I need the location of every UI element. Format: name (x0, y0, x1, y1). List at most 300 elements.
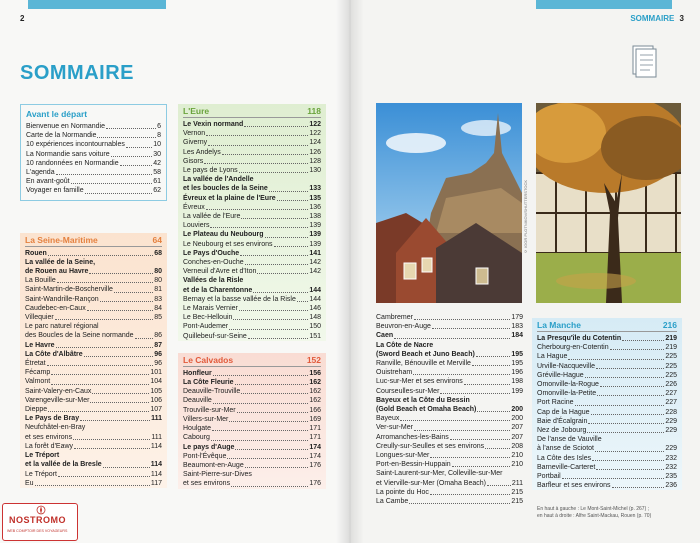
dot-leader (74, 448, 150, 449)
dot-leader (476, 356, 511, 357)
dot-leader (592, 460, 664, 461)
toc-entry-title: L'agenda (26, 169, 55, 177)
toc-entry-page: 176 (309, 480, 321, 488)
dot-leader (56, 347, 154, 348)
toc-entry (376, 497, 523, 506)
toc-entry-page: 106 (150, 396, 162, 404)
toc-entry-title: Étretat (25, 360, 46, 368)
toc-entry-page: 42 (153, 159, 161, 167)
dot-leader (596, 469, 664, 470)
toc-entry-page: 136 (309, 203, 321, 211)
toc-entry-title: Baie d'Écalgrain (537, 417, 588, 425)
dot-leader (452, 466, 511, 467)
toc-entry-title: Giverny (183, 139, 208, 147)
dot-leader (239, 310, 308, 311)
dot-leader (89, 273, 153, 274)
toc-entry-page: 184 (511, 332, 523, 340)
toc-entry-title: Les Andelys (183, 148, 221, 156)
seine-maritime-list (25, 249, 162, 488)
toc-entry (537, 380, 677, 389)
toc-entry-page: 133 (309, 185, 321, 193)
toc-entry-page: 81 (154, 286, 162, 294)
toc-entry (26, 131, 161, 140)
dot-leader (58, 476, 150, 477)
toc-entry-page: 219 (665, 335, 677, 342)
mont-saint-michel-photo (376, 103, 522, 303)
toc-entry-page: 96 (154, 360, 162, 368)
toc-entry-line (25, 433, 162, 442)
toc-entry-title: Luc-sur-Mer et ses environs (376, 378, 463, 386)
toc-column-right-2 (532, 318, 682, 490)
dot-leader (587, 432, 664, 433)
caption-line-2: en haut à droite : Alfre Saint-Mackau, Rouen (p. 70) (537, 513, 652, 519)
dot-leader (440, 393, 510, 394)
manche-title: La Manche 216 (537, 320, 677, 330)
dot-leader (245, 467, 309, 468)
toc-entry-title: Eu (25, 479, 34, 487)
toc-entry (25, 451, 162, 469)
toc-entry-title: Varengeville-sur-Mer (25, 396, 90, 404)
toc-entry (183, 470, 321, 488)
toc-entry-title: Cabourg (183, 434, 210, 442)
toc-entry-page: 169 (309, 415, 321, 423)
dot-leader (229, 329, 308, 330)
dot-leader (100, 301, 154, 302)
toc-entry (26, 177, 161, 186)
toc-entry-line (537, 444, 677, 453)
toc-entry-page: 215 (511, 488, 523, 496)
seine-maritime-page: 64 (152, 234, 162, 245)
dot-leader (588, 423, 664, 424)
left-page-number: 2 (20, 14, 25, 23)
dot-leader (414, 430, 510, 431)
toc-entry-line: Le parc naturel régional (25, 323, 99, 331)
toc-entry (537, 334, 677, 343)
caption-line-1: En haut à gauche : Le Mont-Saint-Michel (p. 267) ; (537, 506, 650, 512)
page-title: SOMMAIRE (20, 62, 134, 84)
toc-entry-title: La Normandie sans voiture (26, 150, 110, 158)
dot-leader (213, 403, 309, 404)
toc-entry (537, 362, 677, 371)
toc-entry-page: 150 (309, 323, 321, 331)
toc-entry-title: 10 randonnées en Normandie (26, 159, 119, 167)
toc-entry-title: Vernon (183, 130, 206, 138)
toc-entry-page: 195 (511, 360, 523, 368)
toc-entry-title: 10 expériences incontournables (26, 141, 125, 149)
toc-entry-line (183, 286, 321, 295)
toc-entry-title: Carte de la Normandie (26, 132, 97, 140)
toc-entry (183, 194, 321, 203)
dot-leader (430, 494, 510, 495)
toc-entry-page: 10 (153, 141, 161, 149)
dot-leader (120, 165, 153, 166)
toc-entry-title: Ouistreham (376, 369, 413, 377)
dot-leader (591, 414, 665, 415)
toc-entry (537, 371, 677, 380)
toc-column-right-1 (376, 313, 523, 506)
toc-entry (183, 221, 321, 230)
toc-entry (25, 258, 162, 276)
dot-leader (409, 503, 510, 504)
toc-entry-title: Arromanches-les-Bains (376, 433, 449, 441)
toc-entry (376, 387, 523, 396)
dot-leader (245, 264, 309, 265)
toc-entry (183, 276, 321, 294)
toc-entry-title: Évreux (183, 203, 205, 211)
dot-leader (257, 273, 308, 274)
toc-entry (25, 276, 162, 285)
toc-entry-page: 162 (309, 388, 321, 396)
toc-entry-page: 156 (309, 369, 321, 377)
dot-leader (210, 227, 308, 228)
toc-entry-page: 128 (309, 157, 321, 165)
toc-entry-page: 232 (665, 463, 677, 471)
toc-entry-title: Barneville-Carteret (537, 463, 596, 471)
dot-leader (477, 411, 510, 412)
toc-entry (25, 377, 162, 386)
dot-leader (85, 193, 153, 194)
toc-entry-line: La vallée de l'Andelle (183, 176, 254, 184)
toc-entry-title: Verneuil d'Avre et d'Iton (183, 268, 257, 276)
toc-entry (183, 387, 321, 396)
toc-entry-page: 130 (309, 167, 321, 175)
dot-leader (464, 384, 511, 385)
toc-entry-page: 195 (511, 350, 523, 358)
dot-leader (35, 485, 150, 486)
toc-entry (183, 396, 321, 405)
toc-entry (183, 212, 321, 221)
toc-entry-page: 176 (309, 461, 321, 469)
dot-leader (126, 147, 152, 148)
toc-entry-title: Cherbourg-en-Cotentin (537, 344, 609, 352)
toc-entry-page: 235 (665, 473, 677, 481)
toc-entry-page: 144 (309, 286, 321, 294)
toc-entry-line (376, 405, 523, 414)
seine-maritime-section (20, 233, 167, 488)
toc-entry-page: 96 (154, 350, 162, 358)
toc-entry-title: Cambremer (376, 314, 413, 321)
toc-entry (183, 378, 321, 387)
toc-entry-title: et ses environs (25, 433, 73, 441)
toc-entry (183, 258, 321, 267)
toc-entry-page: 114 (150, 461, 162, 469)
toc-column-left (20, 104, 167, 488)
seine-maritime-title: La Seine-Maritime 64 (25, 234, 162, 245)
dot-leader (596, 368, 664, 369)
logo-tagline: WEB COMPTOIR DES VOYAGEURS (7, 529, 68, 533)
toc-entry-page: 229 (665, 427, 677, 435)
toc-entry-title: Beuvron-en-Auge (376, 323, 431, 331)
toc-entry-title: Pont-l'Évêque (183, 452, 227, 460)
dot-leader (265, 237, 309, 238)
toc-entry (183, 249, 321, 258)
dot-leader (450, 439, 511, 440)
toc-entry (537, 389, 677, 398)
toc-entry-page: 225 (665, 353, 677, 361)
toc-entry-page: 166 (309, 406, 321, 414)
dot-leader (413, 374, 510, 375)
toc-entry-page: 111 (151, 433, 162, 441)
dot-leader (135, 338, 154, 339)
toc-entry-title: Le Marais Vernier (183, 305, 238, 313)
dot-leader (253, 292, 308, 293)
toc-entry-title: et de la Charentonne (183, 286, 253, 294)
toc-entry-page: 141 (309, 249, 321, 257)
dot-leader (48, 411, 149, 412)
calvados-list (183, 369, 321, 489)
toc-entry-title: Bernay et la basse vallée de la Risle (183, 295, 296, 303)
toc-entry-title: Voyager en famille (26, 187, 84, 195)
toc-entry-title: Le Pays d'Ouche (183, 249, 240, 257)
toc-entry (25, 313, 162, 322)
toc-entry (183, 120, 321, 129)
dot-leader (92, 393, 149, 394)
dot-leader (585, 377, 665, 378)
toc-entry-page: 198 (511, 378, 523, 386)
toc-entry-title: La vallée de l'Eure (183, 213, 241, 221)
toc-entry (537, 398, 677, 407)
toc-entry-page: 171 (309, 434, 321, 442)
toc-entry-title: Caen (376, 332, 394, 340)
toc-entry-page: 104 (150, 378, 162, 386)
manche-section (532, 318, 682, 490)
toc-entry-title: Creully-sur-Seulles et ses environs (376, 442, 485, 450)
dot-leader (222, 154, 309, 155)
toc-entry-title: Le Tréport (25, 470, 57, 478)
running-head-label: SOMMAIRE (630, 14, 675, 23)
toc-entry-line (25, 460, 162, 469)
toc-entry-title: et Vierville-sur-Mer (Omaha Beach) (376, 479, 486, 487)
dot-leader (595, 451, 664, 452)
toc-entry (26, 159, 161, 168)
toc-entry-title: Le Bec-Hellouin (183, 314, 233, 322)
toc-entry (26, 168, 161, 177)
toc-entry-title: (Gold Beach et Omaha Beach) (376, 406, 477, 414)
toc-entry-page: 122 (309, 130, 321, 138)
toc-entry (183, 166, 321, 175)
dot-leader (206, 135, 308, 136)
toc-entry (183, 148, 321, 157)
toc-entry-line (376, 479, 523, 488)
toc-entry-title: Gisors (183, 157, 204, 165)
toc-entry-page: 30 (153, 150, 161, 158)
toc-entry-title: Longues-sur-Mer (376, 452, 430, 460)
dot-leader (472, 365, 510, 366)
calvados-page: 152 (306, 354, 321, 365)
toc-entry (537, 408, 677, 417)
toc-entry-page: 135 (309, 194, 321, 202)
toc-entry-title: Honfleur (183, 369, 212, 377)
toc-entry-page: 229 (665, 445, 677, 453)
toc-entry-page: 236 (665, 482, 677, 490)
photo-caption (537, 506, 651, 520)
dot-leader (241, 393, 308, 394)
toc-entry (376, 341, 523, 359)
toc-entry-page: 68 (154, 249, 162, 257)
toc-entry-page: 207 (511, 433, 523, 441)
toc-entry-title: Valmont (25, 378, 51, 386)
toc-entry (25, 359, 162, 368)
toc-entry-title: Le Vexin normand (183, 121, 244, 128)
dot-leader (269, 191, 308, 192)
toc-entry-title: Évreux et la plaine de l'Eure (183, 194, 276, 202)
dot-leader (213, 375, 309, 376)
rouen-aitre-photo (536, 103, 681, 303)
toc-entry-page: 8 (157, 132, 161, 140)
toc-entry (25, 405, 162, 414)
toc-entry (537, 352, 677, 361)
dot-leader (240, 255, 308, 256)
toc-entry-page: 86 (154, 332, 162, 340)
dot-leader (47, 365, 154, 366)
toc-entry-page: 208 (511, 442, 523, 450)
toc-entry-title: Pont-Audemer (183, 323, 229, 331)
toc-entry (376, 442, 523, 451)
toc-entry-title: Cap de la Hague (537, 408, 590, 416)
toc-entry-page: 111 (151, 415, 162, 423)
dot-leader (211, 440, 308, 441)
dot-leader (235, 449, 308, 450)
toc-entry-page: 200 (511, 415, 523, 423)
toc-entry-line (25, 331, 162, 340)
toc-entry (25, 414, 162, 423)
dot-leader (568, 359, 664, 360)
dot-leader (51, 384, 149, 385)
dot-leader (106, 128, 156, 129)
toc-entry-title: Conches-en-Ouche (183, 259, 244, 267)
toc-entry-page: 148 (309, 314, 321, 322)
toc-entry (183, 452, 321, 461)
dot-leader (55, 319, 154, 320)
toc-entry-line: La vallée de la Seine, (25, 258, 96, 266)
toc-entry (25, 341, 162, 350)
toc-entry (537, 454, 677, 463)
toc-entry-title: Caudebec-en-Caux (25, 304, 86, 312)
dot-leader (277, 200, 309, 201)
toc-entry-page: 61 (153, 178, 161, 186)
toc-entry (183, 304, 321, 313)
toc-entry-title: Le pays d'Auge (183, 443, 235, 451)
toc-entry-title: Le Havre (25, 341, 55, 349)
dot-leader (400, 420, 510, 421)
toc-column-middle (178, 104, 326, 489)
toc-entry-title: Bienvenue en Normandie (26, 123, 105, 130)
toc-entry (183, 203, 321, 212)
toc-entry-page: 83 (154, 295, 162, 303)
toc-entry-line (183, 479, 321, 488)
toc-entry-title: Barfleur et ses environs (537, 482, 611, 490)
toc-entry-page: 6 (157, 123, 161, 130)
toc-entry-line: Saint-Pierre-sur-Dives (183, 471, 252, 479)
toc-entry-page: 138 (309, 213, 321, 221)
document-checklist-icon (630, 44, 658, 78)
toc-entry (537, 472, 677, 481)
toc-entry-page: 84 (154, 304, 162, 312)
toc-entry-title: Houlgate (183, 425, 212, 433)
toc-entry-line: Vallées de la Risle (183, 277, 244, 285)
toc-entry-page: 87 (154, 341, 162, 349)
toc-entry (183, 138, 321, 147)
toc-entry-title: La Cambe (376, 498, 409, 506)
toc-entry (183, 129, 321, 138)
dot-leader (103, 467, 150, 468)
dot-leader (233, 319, 308, 320)
dot-leader (56, 174, 153, 175)
toc-entry-title: Ver-sur-Mer (376, 424, 413, 432)
toc-entry-page: 105 (150, 387, 162, 395)
manche-list (537, 334, 677, 490)
toc-entry-line: Neufchâtel-en-Bray (25, 424, 86, 432)
toc-entry (537, 343, 677, 352)
toc-entry (376, 396, 523, 414)
toc-entry-page: 215 (511, 498, 523, 506)
toc-entry-title: La Presqu'île du Cotentin (537, 335, 622, 342)
dot-leader (114, 292, 153, 293)
toc-entry (183, 295, 321, 304)
toc-entry-title: Ranville, Bénouville et Merville (376, 360, 471, 368)
dot-leader (487, 485, 511, 486)
toc-entry-page: 162 (309, 397, 321, 405)
toc-entry (25, 350, 162, 359)
toc-entry-title: à l'anse de Sciotot (537, 445, 594, 453)
toc-entry (25, 396, 162, 405)
toc-entry-line: De l'anse de Vauville (537, 436, 602, 444)
toc-entry (183, 322, 321, 331)
eure-list (183, 120, 321, 341)
toc-entry (183, 240, 321, 249)
toc-entry-page: 226 (665, 381, 677, 389)
toc-entry (25, 249, 162, 258)
toc-entry (537, 435, 677, 453)
toc-entry (25, 295, 162, 304)
toc-entry-page: 179 (511, 314, 523, 321)
toc-entry-title: La Bouille (25, 277, 56, 285)
dot-leader (208, 145, 308, 146)
toc-entry-title: Portbail (537, 473, 561, 481)
calvados-title: Le Calvados 152 (183, 354, 321, 365)
toc-entry (26, 122, 161, 131)
toc-entry (376, 469, 523, 487)
dot-leader (229, 421, 308, 422)
toc-entry-page: 139 (309, 222, 321, 230)
toc-entry-page: 139 (309, 240, 321, 248)
dot-leader (274, 246, 309, 247)
toc-entry-title: (Sword Beach et Juno Beach) (376, 350, 475, 358)
toc-entry (25, 470, 162, 479)
toc-entry (376, 313, 523, 322)
toc-entry-page: 207 (511, 424, 523, 432)
toc-entry (183, 424, 321, 433)
dot-leader (432, 328, 510, 329)
dot-leader (84, 356, 154, 357)
toc-entry-title: La Côte d'Albâtre (25, 350, 83, 358)
toc-entry (26, 150, 161, 159)
dot-leader (430, 457, 510, 458)
toc-entry-page: 225 (665, 371, 677, 379)
avant-depart-list (26, 122, 161, 196)
toc-entry-page: 183 (511, 323, 523, 331)
toc-entry (183, 406, 321, 415)
toc-entry-line: La Côte de Nacre (376, 341, 434, 349)
toc-entry (183, 461, 321, 470)
dot-leader (48, 255, 153, 256)
toc-entry-page: 228 (665, 408, 677, 416)
toc-entry (376, 359, 523, 368)
toc-entry-title: La forêt d'Eawy (25, 442, 74, 450)
eure-page: 118 (307, 106, 321, 116)
calvados-section (178, 353, 326, 489)
toc-entry-title: Deauville-Trouville (183, 388, 241, 396)
